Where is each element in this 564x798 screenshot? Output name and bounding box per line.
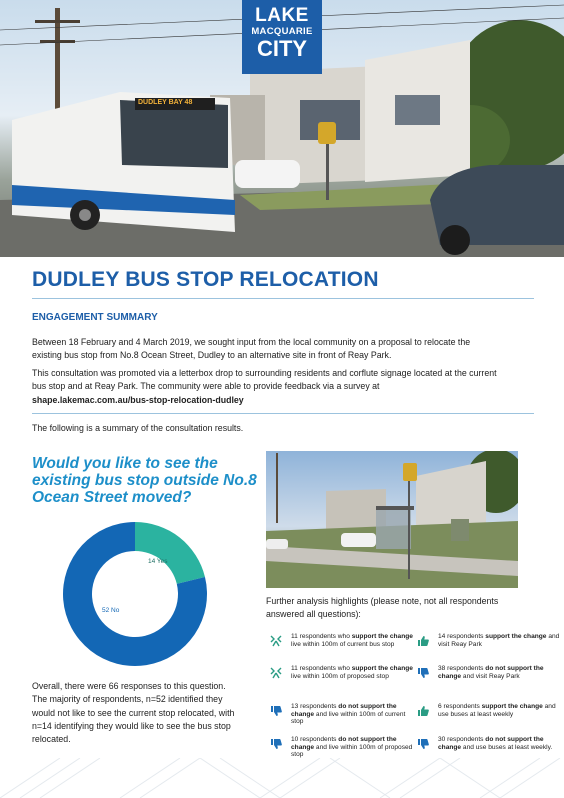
further-analysis-intro: Further analysis highlights (please note, not all respondents answered all questions): <box>266 596 499 619</box>
highlight-stance: support the change <box>485 633 547 640</box>
highlight-detail: and live within 100m of proposed stop <box>291 743 413 759</box>
survey-link[interactable]: shape.lakemac.com.au/bus-stop-relocation-dudley <box>32 394 244 405</box>
highlight-stance: support the change <box>351 665 413 672</box>
highlight-count: 10 respondents <box>291 736 339 743</box>
highlight-count: 13 respondents <box>291 703 339 710</box>
thumbs-down-icon <box>417 666 429 678</box>
highlight-item-left-2 <box>291 665 416 680</box>
highlight-stance: support the change <box>481 703 543 710</box>
bus-stop-support-icon <box>270 634 282 646</box>
thumbs-down-icon <box>417 737 429 749</box>
intro-paragraph: Between 18 February and 4 March 2019, we sought input from the local community on a proposal to relocate the existing bus stop from No.8 Ocean Street, Dudley to an alternative site in front of Reay Park. <box>32 337 471 361</box>
thumbs-up-icon <box>417 704 429 716</box>
section-heading: ENGAGEMENT SUMMARY <box>32 312 158 323</box>
donut-slice-yes <box>135 522 205 584</box>
highlight-detail: live within 100m of proposed stop <box>291 672 389 680</box>
promotion-paragraph: This consultation was promoted via a letterbox drop to surrounding residents and corflute signage located at the current bus stop and at Reay Park. The community were able to provide feedback via a survey at shape.lakemac.com.au/bus-stop-relocation-dudley <box>32 368 497 405</box>
highlight-stance: do not support the change <box>438 736 544 751</box>
thumbs-down-icon <box>270 704 282 716</box>
bus-destination-sign: DUDLEY BAY 48 <box>138 99 193 106</box>
highlight-count: 30 respondents <box>438 736 486 743</box>
highlight-count: 11 respondents who <box>291 633 352 640</box>
highlight-detail: and use buses at least weekly. <box>461 743 553 751</box>
donut-label-no: 52 No <box>102 607 120 614</box>
highlight-stance: do not support the change <box>438 665 544 680</box>
highlight-stance: do not support the change <box>291 703 397 718</box>
highlight-item-left-3 <box>291 703 416 726</box>
survey-question: Would you like to see the existing bus stop outside No.8 Ocean Street moved? <box>32 455 257 506</box>
thumbs-up-icon <box>417 634 429 646</box>
highlight-detail: and live within 100m of current stop <box>291 710 406 726</box>
response-donut-chart <box>60 519 210 669</box>
highlight-item-right-4 <box>438 736 563 751</box>
highlight-detail: and use buses at least weekly <box>438 703 556 718</box>
decorative-footer-pattern <box>0 758 564 798</box>
donut-label-yes: 14 Yes <box>148 558 168 565</box>
title-divider <box>32 298 534 299</box>
highlight-item-right-1 <box>438 633 563 648</box>
highlight-detail: and visit Reay Park <box>461 672 520 680</box>
highlight-count: 14 respondents <box>438 633 486 640</box>
highlight-count: 11 respondents who <box>291 665 352 672</box>
highlight-detail: live within 100m of current bus stop <box>291 640 395 648</box>
highlight-count: 6 respondents <box>438 703 482 710</box>
page-title: DUDLEY BUS STOP RELOCATION <box>32 268 379 291</box>
highlight-count: 38 respondents <box>438 665 486 672</box>
highlight-stance: support the change <box>351 633 413 640</box>
summary-intro: The following is a summary of the consultation results. <box>32 423 244 433</box>
bus-stop-support-icon <box>270 666 282 678</box>
bus-shelter-illustration <box>266 451 518 588</box>
lake-macquarie-city-logo: LAKE MACQUARIE CITY <box>242 0 322 74</box>
highlight-stance: do not support the change <box>291 736 397 751</box>
bus-stop-photo <box>266 451 518 588</box>
overall-paragraph: Overall, there were 66 responses to this question. The majority of respondents, n=52 identified they would not like to see the current stop relocated, with n=14 identifying they would like to see the bus stop relocated. <box>32 681 235 745</box>
highlight-item-right-2 <box>438 665 563 680</box>
highlight-item-left-1 <box>291 633 416 648</box>
highlight-item-right-3 <box>438 703 563 718</box>
highlight-item-left-4 <box>291 736 416 759</box>
thumbs-down-icon <box>270 737 282 749</box>
highlight-detail: and visit Reay Park <box>438 633 560 648</box>
section-divider <box>32 413 534 414</box>
